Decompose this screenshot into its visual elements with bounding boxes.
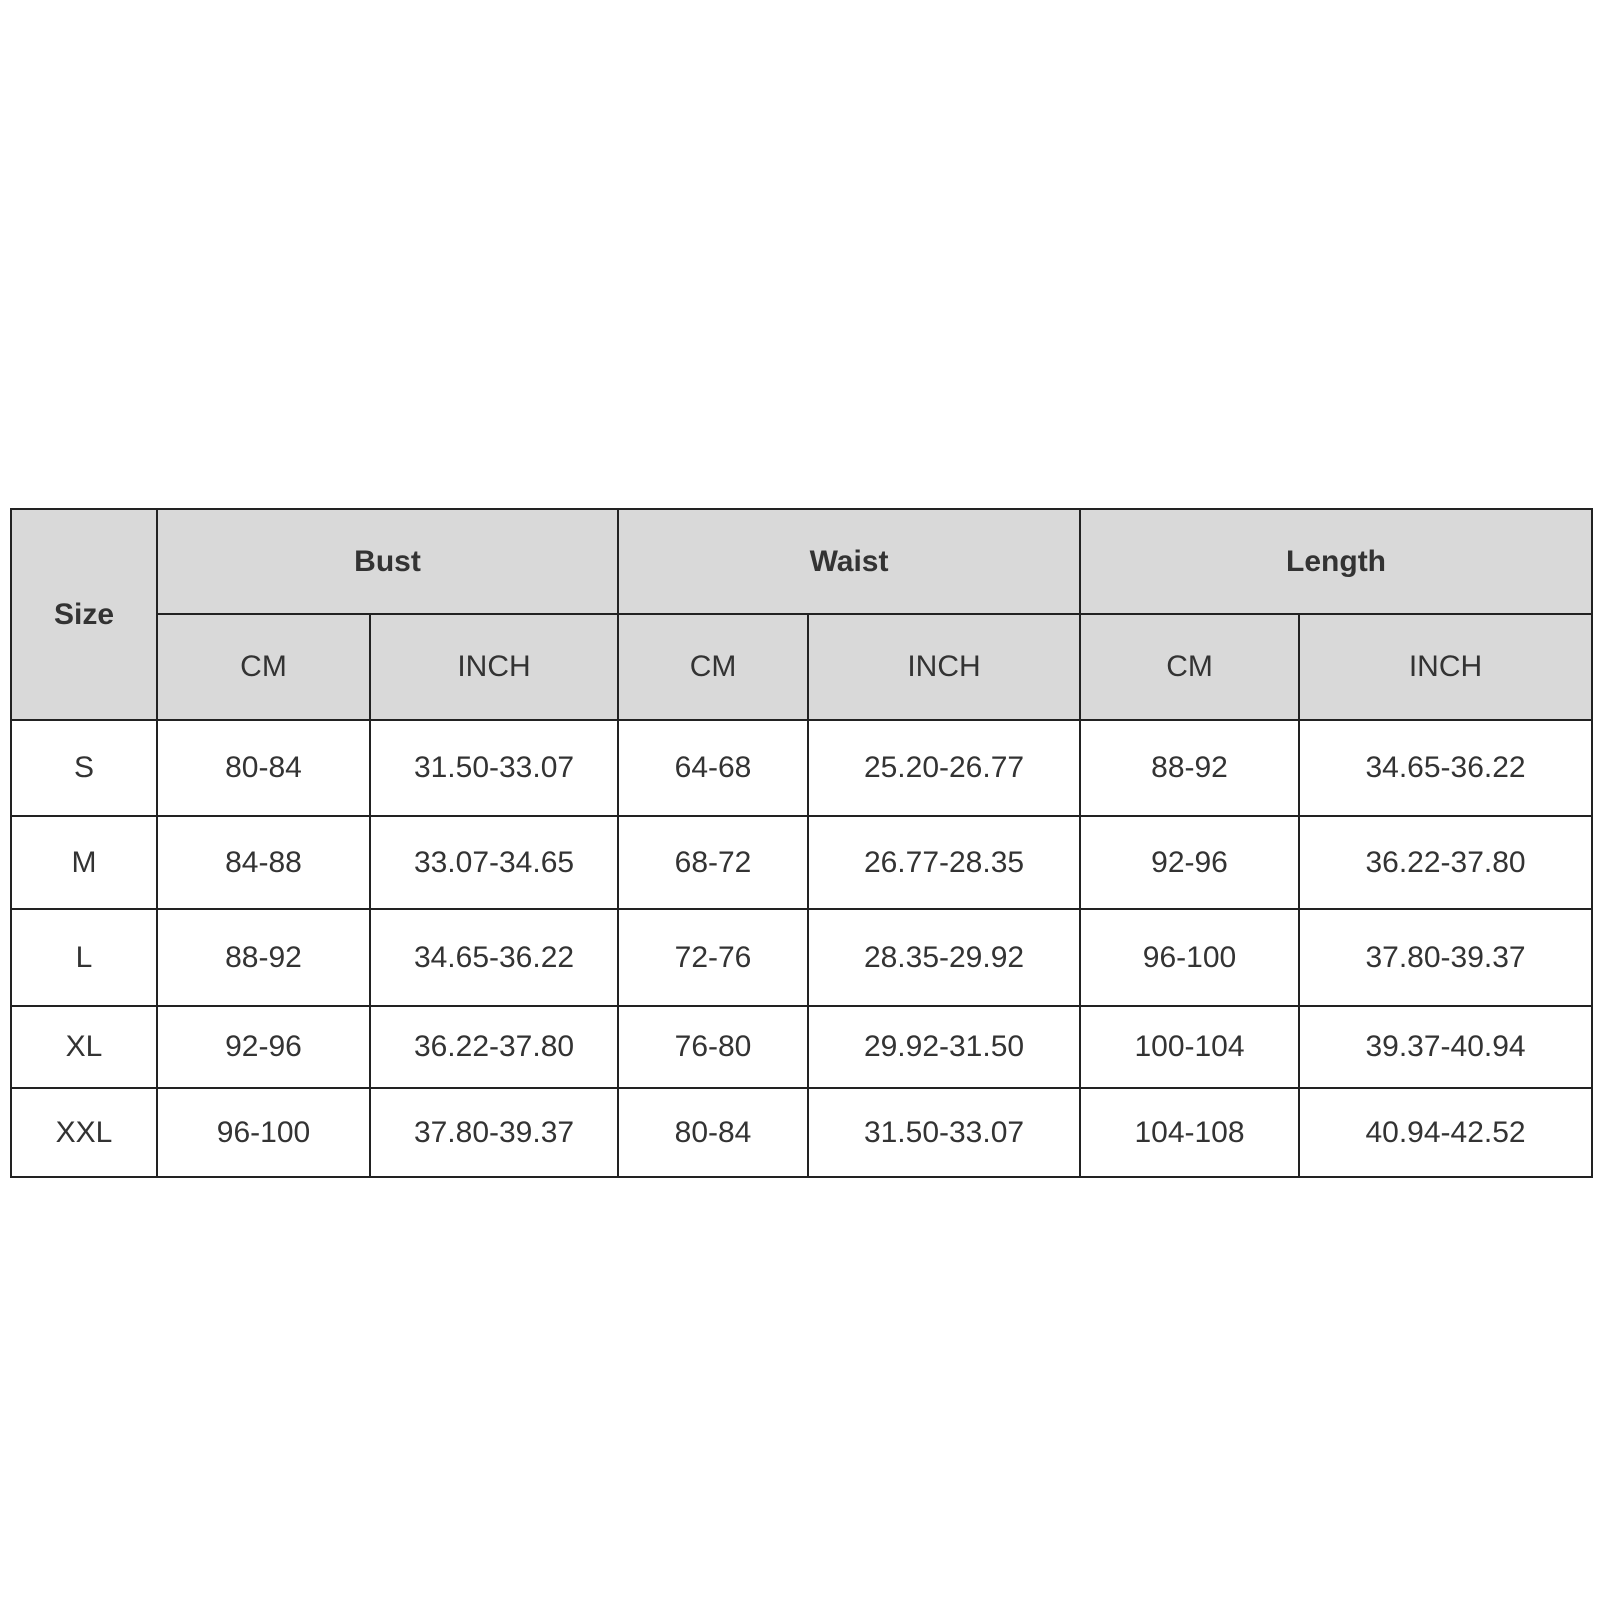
length-inch-header: INCH	[1299, 614, 1592, 720]
bust-cm-cell: 96-100	[157, 1088, 370, 1177]
waist-cm-header: CM	[618, 614, 808, 720]
length-inch-cell: 40.94-42.52	[1299, 1088, 1592, 1177]
bust-cm-cell: 92-96	[157, 1006, 370, 1088]
table-header	[11, 509, 1592, 720]
table-row	[11, 909, 1592, 1006]
header-unit-row	[11, 614, 1592, 720]
waist-inch-header: INCH	[808, 614, 1080, 720]
waist-inch-cell: 31.50-33.07	[808, 1088, 1080, 1177]
waist-inch-cell: 29.92-31.50	[808, 1006, 1080, 1088]
length-cm-header: CM	[1080, 614, 1299, 720]
size-cell: XL	[11, 1006, 157, 1088]
length-cm-cell: 100-104	[1080, 1006, 1299, 1088]
size-chart-table	[10, 508, 1593, 1178]
length-inch-cell: 39.37-40.94	[1299, 1006, 1592, 1088]
waist-group-header: Waist	[618, 509, 1080, 614]
bust-inch-cell: 31.50-33.07	[370, 720, 618, 816]
length-group-header: Length	[1080, 509, 1592, 614]
length-cm-cell: 92-96	[1080, 816, 1299, 909]
bust-group-header: Bust	[157, 509, 618, 614]
waist-inch-cell: 25.20-26.77	[808, 720, 1080, 816]
waist-cm-cell: 80-84	[618, 1088, 808, 1177]
table-body	[11, 720, 1592, 1177]
table-row	[11, 1088, 1592, 1177]
length-cm-cell: 104-108	[1080, 1088, 1299, 1177]
bust-cm-cell: 88-92	[157, 909, 370, 1006]
bust-inch-cell: 36.22-37.80	[370, 1006, 618, 1088]
bust-inch-cell: 34.65-36.22	[370, 909, 618, 1006]
size-cell: XXL	[11, 1088, 157, 1177]
header-group-row	[11, 509, 1592, 614]
length-inch-cell: 34.65-36.22	[1299, 720, 1592, 816]
waist-cm-cell: 72-76	[618, 909, 808, 1006]
waist-cm-cell: 76-80	[618, 1006, 808, 1088]
size-cell: L	[11, 909, 157, 1006]
waist-inch-cell: 26.77-28.35	[808, 816, 1080, 909]
waist-cm-cell: 64-68	[618, 720, 808, 816]
length-inch-cell: 36.22-37.80	[1299, 816, 1592, 909]
size-cell: M	[11, 816, 157, 909]
bust-cm-cell: 80-84	[157, 720, 370, 816]
length-cm-cell: 88-92	[1080, 720, 1299, 816]
bust-inch-cell: 37.80-39.37	[370, 1088, 618, 1177]
table-row	[11, 720, 1592, 816]
bust-inch-header: INCH	[370, 614, 618, 720]
bust-cm-header: CM	[157, 614, 370, 720]
length-inch-cell: 37.80-39.37	[1299, 909, 1592, 1006]
size-cell: S	[11, 720, 157, 816]
size-column-header: Size	[11, 509, 157, 720]
length-cm-cell: 96-100	[1080, 909, 1299, 1006]
waist-inch-cell: 28.35-29.92	[808, 909, 1080, 1006]
bust-inch-cell: 33.07-34.65	[370, 816, 618, 909]
bust-cm-cell: 84-88	[157, 816, 370, 909]
table-row	[11, 1006, 1592, 1088]
waist-cm-cell: 68-72	[618, 816, 808, 909]
table-row	[11, 816, 1592, 909]
